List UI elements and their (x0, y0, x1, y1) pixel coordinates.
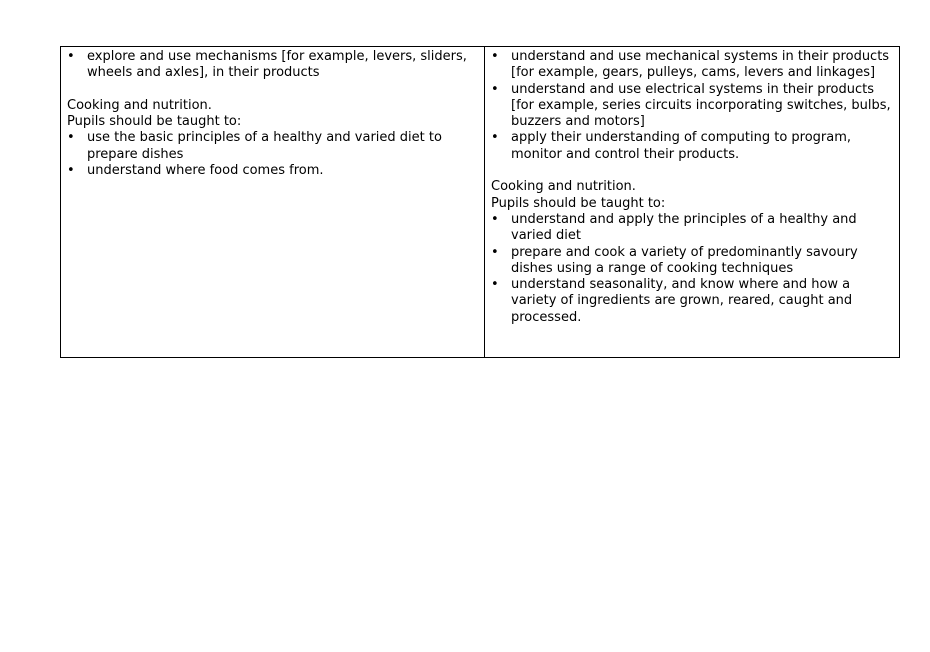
list-item: • understand where food comes from. (67, 163, 324, 179)
right-bullet-list-top (491, 49, 899, 163)
bullet-icon: • (67, 49, 75, 64)
list-item: • understand seasonality, and know where and how a variety of ingredients are grown, reared, caught and processed. (491, 277, 853, 325)
right-cell (485, 47, 899, 357)
bullet-icon: • (491, 277, 499, 293)
bullet-icon: • (491, 244, 499, 260)
section-title: Cooking and nutrition. (67, 97, 212, 113)
list-item: • understand and apply the principles of a healthy and varied diet (491, 211, 857, 244)
curriculum-table (60, 46, 900, 358)
right-bullet-list-bottom (491, 212, 899, 326)
section-intro: Pupils should be taught to: (491, 195, 666, 211)
bullet-icon: • (67, 130, 75, 146)
bullet-icon: • (491, 130, 499, 146)
bullet-icon: • (491, 211, 499, 227)
bullet-icon: • (491, 81, 499, 97)
left-bullet-list-bottom (67, 130, 484, 179)
list-item: • prepare and cook a variety of predominantly savoury dishes using a range of cooking techniques (491, 244, 858, 276)
list-item: • use the basic principles of a healthy and varied diet to prepare dishes (67, 130, 442, 162)
list-item: • apply their understanding of computing to program, monitor and control their products. (491, 130, 852, 162)
left-cell (61, 47, 485, 357)
list-item: • understand and use electrical systems in their products [for example, series circuits incorporating switches, bulbs, buzzers and motors] (491, 81, 891, 130)
section-title: Cooking and nutrition. (491, 179, 636, 195)
left-bullet-list-top (67, 49, 484, 82)
list-item: • understand and use mechanical systems in their products [for example, gears, pulleys, cams, levers and linkages] (491, 49, 890, 81)
bullet-icon: • (491, 49, 499, 64)
section-intro: Pupils should be taught to: (67, 114, 242, 130)
bullet-icon: • (67, 163, 75, 179)
list-item: • explore and use mechanisms [for example, levers, sliders, wheels and axles], in their products (67, 49, 467, 81)
